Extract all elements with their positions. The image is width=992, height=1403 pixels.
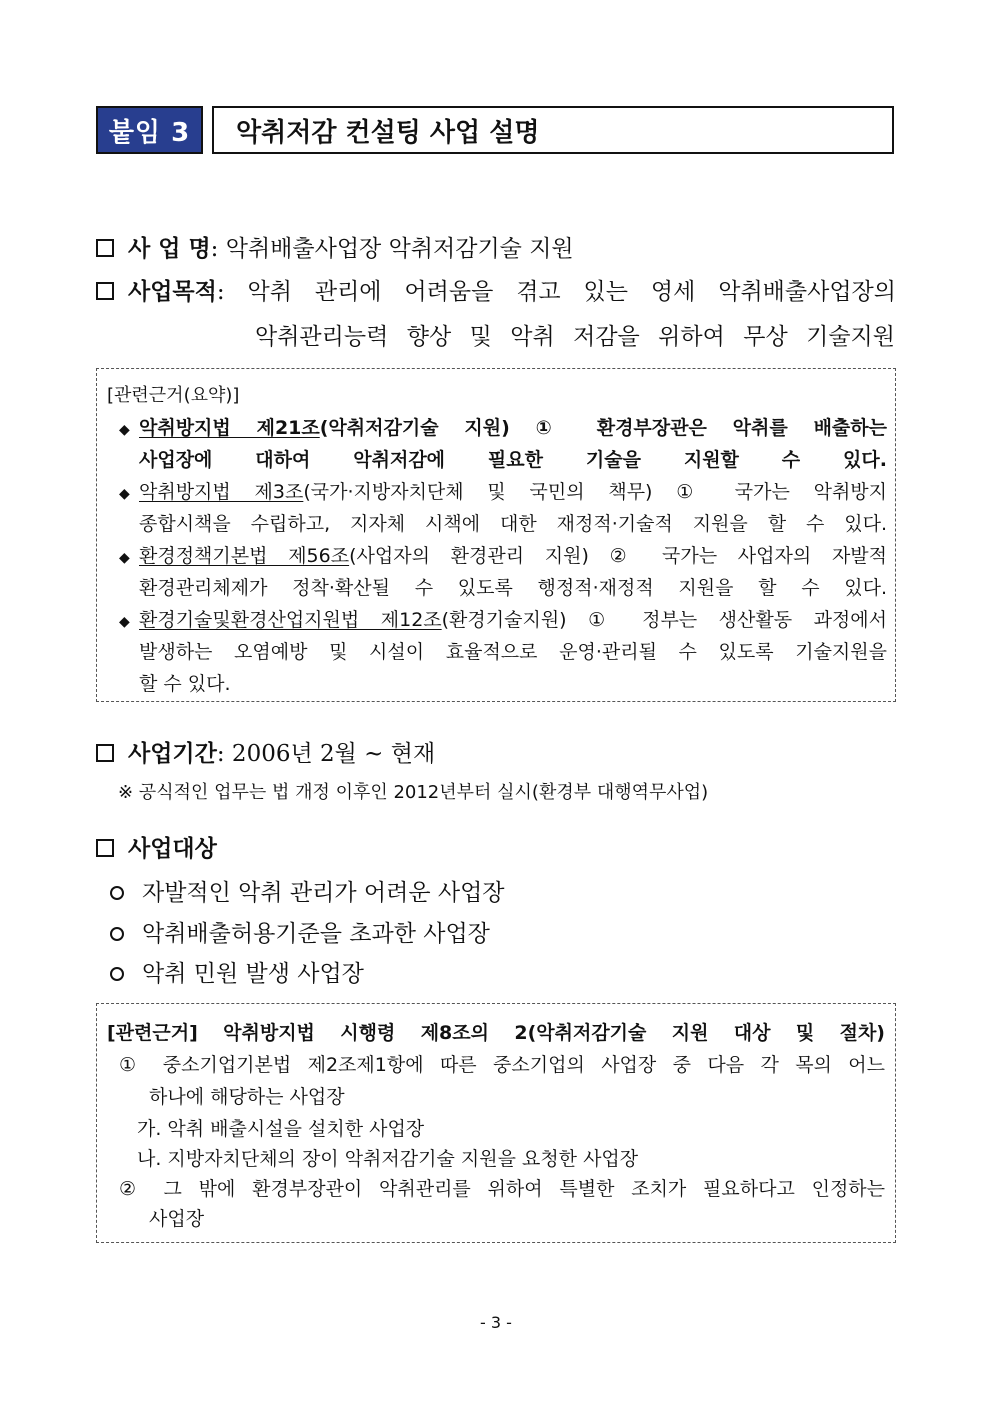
legal-basis-2-header: [관련근거] 악취방지법 시행령 제8조의 2(악취저감기술 지원 대상 및 절차) <box>107 1022 885 1044</box>
legal-basis-header: [관련근거(요약)] <box>107 385 240 406</box>
target-item-text: 자발적인 악취 관리가 어려운 사업장 <box>142 880 505 906</box>
legal-item-4-line2: 발생하는 오염예방 및 시설이 효율적으로 운영·관리될 수 있도록 기술지원을 <box>139 641 887 663</box>
section-targets <box>96 830 217 863</box>
circle-bullet-icon <box>110 927 124 941</box>
diamond-bullet-icon: ◆ <box>119 550 130 566</box>
legal-basis-box-1 <box>96 368 896 702</box>
page-title-text: 악취저감 컨설팅 사업 설명 <box>236 117 540 148</box>
law-text: (사업자의 환경관리 지원) ② 국가는 사업자의 자발적 <box>349 545 888 567</box>
law-text: (악취저감기술 지원) ① 환경부장관은 악취를 배출하는 <box>319 417 887 439</box>
circle-bullet-icon <box>110 886 124 900</box>
legal-item-3-line1 <box>119 541 887 568</box>
period-value: : 2006년 2월 ~ 현재 <box>216 741 436 767</box>
law-name: 환경정책기본법 제56조 <box>139 545 350 567</box>
section-project-name <box>96 230 574 263</box>
law-text: (환경기술지원) ① 정부는 생산활동 과정에서 <box>441 609 887 631</box>
law-name: 악취방지법 제21조 <box>139 417 320 439</box>
checkbox-square-icon <box>96 839 114 857</box>
legal-item-4-line3: 할 수 있다. <box>139 673 231 695</box>
period-note: ※ 공식적인 업무는 법 개정 이후인 2012년부터 실시(환경부 대행역무사업) <box>118 782 709 803</box>
legal-basis-box-2 <box>96 1003 896 1243</box>
legal-item-1-line2: 사업장에 대하여 악취저감에 필요한 기술을 지원할 수 있다. <box>139 449 887 471</box>
target-item <box>110 915 490 948</box>
legal-basis-2-line: 나. 지방자치단체의 장이 악취저감기술 지원을 요청한 사업장 <box>137 1148 639 1170</box>
project-name-label: 사 업 명 <box>128 235 211 262</box>
purpose-line2: 악취관리능력 향상 및 악취 저감을 위하여 무상 기술지원 <box>255 324 895 350</box>
legal-basis-2-line: ① 중소기업기본법 제2조제1항에 따른 중소기업의 사업장 중 다음 각 목의 어느 <box>119 1054 885 1076</box>
circle-bullet-icon <box>110 967 124 981</box>
checkbox-square-icon <box>96 744 114 762</box>
period-label: 사업기간 <box>128 740 217 767</box>
page-number: - 3 - <box>480 1313 512 1332</box>
legal-item-2-line2: 종합시책을 수립하고, 지자체 시책에 대한 재정적·기술적 지원을 할 수 있다. <box>139 513 887 535</box>
legal-basis-2-line: 가. 악취 배출시설을 설치한 사업장 <box>137 1118 425 1140</box>
diamond-bullet-icon: ◆ <box>119 422 130 438</box>
page-title <box>212 106 894 154</box>
legal-item-2-line1 <box>119 477 887 504</box>
purpose-label: 사업목적 <box>128 278 217 305</box>
law-text: (국가·지방자치단체 및 국민의 책무) ① 국가는 악취방지 <box>303 481 887 503</box>
target-item-text: 악취 민원 발생 사업장 <box>142 961 364 987</box>
target-item <box>110 955 364 988</box>
section-purpose <box>96 273 896 306</box>
targets-label: 사업대상 <box>128 835 217 862</box>
diamond-bullet-icon: ◆ <box>119 614 130 630</box>
law-name: 악취방지법 제3조 <box>139 481 304 503</box>
checkbox-square-icon <box>96 239 114 257</box>
checkbox-square-icon <box>96 282 114 300</box>
target-item-text: 악취배출허용기준을 초과한 사업장 <box>142 921 490 947</box>
target-item <box>110 874 505 907</box>
legal-basis-2-line: ② 그 밖에 환경부장관이 악취관리를 위하여 특별한 조치가 필요하다고 인정하는 <box>119 1178 886 1200</box>
legal-basis-2-line: 하나에 해당하는 사업장 <box>149 1086 345 1108</box>
section-period <box>96 735 435 768</box>
legal-item-3-line2: 환경관리체제가 정착·확산될 수 있도록 행정적·재정적 지원을 할 수 있다. <box>139 577 887 599</box>
legal-item-1-line1 <box>119 413 887 440</box>
legal-basis-2-line: 사업장 <box>149 1208 205 1230</box>
purpose-line1: : 악취 관리에 어려움을 겪고 있는 영세 악취배출사업장의 <box>216 279 896 305</box>
legal-item-4-line1 <box>119 605 887 632</box>
project-name-value: : 악취배출사업장 악취저감기술 지원 <box>210 236 574 262</box>
law-name: 환경기술및환경산업지원법 제12조 <box>139 609 442 631</box>
attachment-tag: 붙임 3 <box>96 106 203 154</box>
diamond-bullet-icon: ◆ <box>119 486 130 502</box>
